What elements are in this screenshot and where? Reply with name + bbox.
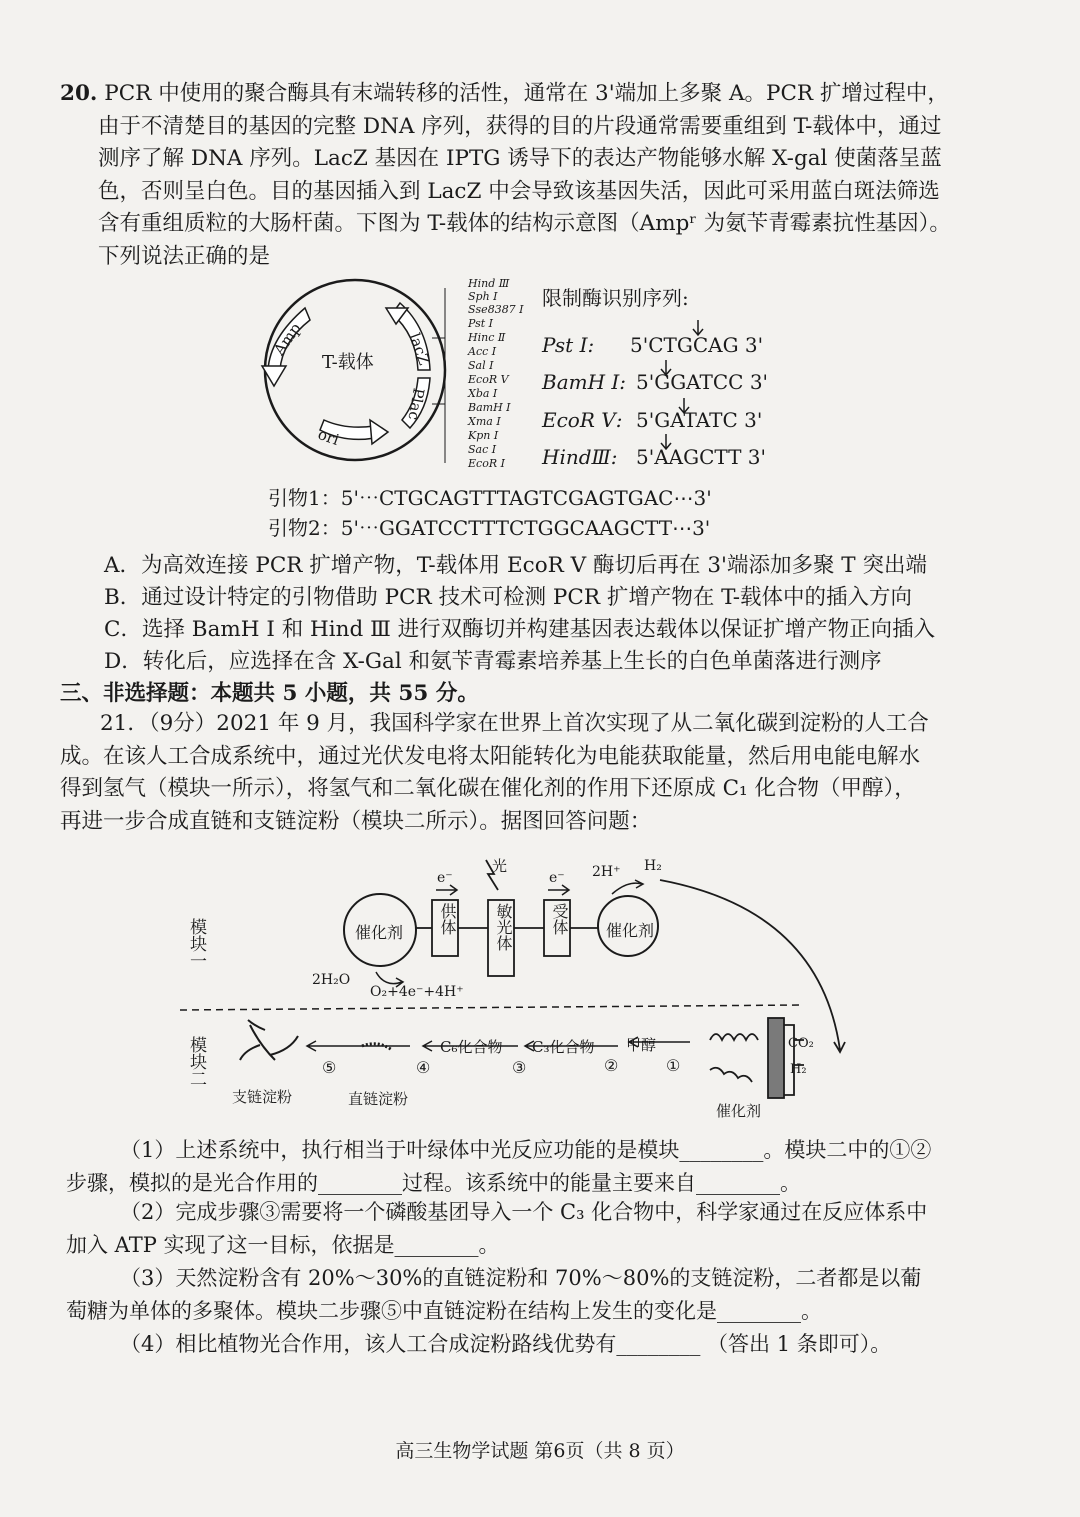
m2-straight-starch: 直链淀粉 xyxy=(348,1090,409,1108)
enzyme-seq-ecorv: 5'GATATC 3' xyxy=(636,408,763,432)
m2-c3: C₃化合物 xyxy=(532,1038,595,1056)
site-3: Sse8387 Ⅰ xyxy=(468,303,524,316)
module-1-label: 模块一 xyxy=(186,918,206,969)
q20-stem xyxy=(60,78,960,273)
m2-branched-starch: 支链淀粉 xyxy=(232,1088,293,1106)
m1-electron-1: e⁻ xyxy=(437,870,453,886)
site-11: Xma Ⅰ xyxy=(468,415,501,428)
q20-text: PCR 中使用的聚合酶具有末端转移的活性，通常在 3'端加上多聚 A。PCR 扩增过程中，由于不清楚目的基因的完整 DNA 序列，获得的目的片段通常需要重组到 T-载体中，通过测序了解 DNA 序列。LacZ 基因在 IPTG 诱导下的表达产物能够水解 X-gal 使菌落呈蓝色，否则呈白色。目的基因插入到 LacZ 中会导致该基因失活，因此可采用蓝白斑法筛选含有重组质粒的大肠杆菌。下图为 T-载体的结构示意图（Ampʳ 为氨苄青霉素抗性基因）。下列说法正确的是 xyxy=(98,81,951,269)
site-2: Sph Ⅰ xyxy=(468,290,498,303)
cut-site-arrows xyxy=(640,320,720,450)
enzyme-seq-hind: 5'AAGCTT 3' xyxy=(636,445,767,469)
branched-starch-icon xyxy=(240,1020,298,1060)
lacz-label: lacZ xyxy=(405,330,434,368)
site-6: Acc Ⅰ xyxy=(468,345,497,358)
site-12: Kpn Ⅰ xyxy=(468,429,499,442)
m2-step-2: ② xyxy=(604,1056,619,1075)
enzyme-seq-bamh: 5'GGATCC 3' xyxy=(636,370,769,394)
enzyme-title: 限制酶识别序列: xyxy=(542,286,689,310)
site-9: Xba Ⅰ xyxy=(468,387,498,400)
q21-sub-4: （4）相比植物光合作用，该人工合成淀粉路线优势有________ （答出 1 条即可）。 xyxy=(120,1332,892,1356)
q20-number: 20. xyxy=(60,81,98,106)
straight-starch-icon xyxy=(362,1044,392,1050)
q21-sub-1: （1）上述系统中，执行相当于叶绿体中光反应功能的是模块________。模块二中的①②步骤，模拟的是光合作用的________过程。该系统中的能量主要来自________。 xyxy=(66,1138,932,1195)
m2-step-5: ⑤ xyxy=(322,1058,337,1077)
m1-h-plus: 2H⁺ xyxy=(592,864,621,880)
m1-light: 光 xyxy=(492,857,508,875)
site-1: Hind Ⅲ xyxy=(468,277,510,290)
m2-step-4: ④ xyxy=(416,1058,431,1077)
catalyst-reactor-icon xyxy=(710,1018,804,1098)
m1-products: O₂+4e⁻+4H⁺ xyxy=(370,984,464,1000)
site-14: EcoR Ⅰ xyxy=(468,457,505,470)
m2-co2: CO₂ xyxy=(788,1036,814,1051)
cut-arrow-pst xyxy=(693,320,703,335)
cut-arrow-bamh xyxy=(661,360,671,375)
site-4: Pst Ⅰ xyxy=(468,317,494,330)
m1-h2: H₂ xyxy=(644,858,662,874)
m2-step-1: ① xyxy=(666,1056,681,1075)
enzyme-seq-pst: 5'CTGCAG 3' xyxy=(630,333,764,357)
site-7: Sal Ⅰ xyxy=(468,359,494,372)
primer-2: 引物2：5'⋯GGATCCTTTCTGGCAAGCTT⋯3' xyxy=(268,516,711,540)
q21-sub-3: （3）天然淀粉含有 20%～30%的直链淀粉和 70%～80%的支链淀粉，二者都是以葡萄糖为单体的多聚体。模块二步骤⑤中直链淀粉在结构上发生的变化是________。 xyxy=(66,1266,922,1323)
m2-h2: H₂ xyxy=(790,1062,807,1077)
page-footer: 高三生物学试题 第6页（共 8 页） xyxy=(395,1440,685,1462)
site-13: Sac Ⅰ xyxy=(468,443,497,456)
q21-sub-2: （2）完成步骤③需要将一个磷酸基团导入一个 C₃ 化合物中，科学家通过在反应体系中加入 ATP 实现了这一目标，依据是________。 xyxy=(66,1200,928,1257)
plac-label: Plac xyxy=(404,386,428,422)
site-8: EcoR Ⅴ xyxy=(468,373,509,386)
m1-electron-2: e⁻ xyxy=(549,870,565,886)
enzyme-name-hind: HindⅢ: xyxy=(542,445,618,469)
m1-catalyst-2: 催化剂 xyxy=(606,921,655,940)
electron-arrow-1 xyxy=(436,885,457,895)
enzyme-name-pst: Pst Ⅰ: xyxy=(542,333,595,357)
hydrogen-curved-arrow xyxy=(660,880,845,1052)
hplus-arrow xyxy=(612,880,643,894)
enzyme-name-ecorv: EcoR Ⅴ: xyxy=(542,408,623,432)
m1-donor: 供体 xyxy=(438,903,457,935)
m1-water: 2H₂O xyxy=(312,972,351,988)
m1-catalyst-1: 催化剂 xyxy=(355,923,404,942)
q21-intro: 21．（9分）2021 年 9 月，我国科学家在世界上首次实现了从二氧化碳到淀粉的人工合成。在该人工合成系统中，通过光伏发电将太阳能转化为电能获取能量，然后用电能电解水得到氢气（模块一所示），将氢气和二氧化碳在催化剂的作用下还原成 C₁ 化合物（甲醇），再进一步合成直链和支链淀粉（模块二所示）。据图回答问题： xyxy=(60,711,929,834)
ori-label: ori xyxy=(315,424,342,450)
m1-acceptor: 受体 xyxy=(550,903,569,935)
m2-catalyst: 催化剂 xyxy=(716,1102,762,1120)
m2-step-3: ③ xyxy=(512,1058,527,1077)
q20-option-c[interactable]: C．选择 BamH Ⅰ 和 Hind Ⅲ 进行双酶切并构建基因表达载体以保证扩增产物正向插入 xyxy=(104,617,936,642)
enzyme-name-bamh: BamH Ⅰ: xyxy=(542,370,627,394)
amp-label: Amp xyxy=(270,319,305,359)
q20-option-a[interactable]: A．为高效连接 PCR 扩增产物，T-载体用 EcoR Ⅴ 酶切后再在 3'端添加多聚 T 突出端 xyxy=(104,553,927,578)
section-3-heading: 三、非选择题：本题共 5 小题，共 55 分。 xyxy=(60,681,479,706)
site-5: Hinc Ⅱ xyxy=(468,331,506,344)
m1-sensitizer: 敏光体 xyxy=(494,903,513,951)
plasmid-name: T-载体 xyxy=(322,352,374,373)
m2-c6: C₆化合物 xyxy=(440,1038,503,1056)
electron-arrow-2 xyxy=(548,885,569,895)
module-2-label: 模块二 xyxy=(186,1036,206,1087)
q20-option-d[interactable]: D．转化后，应选择在含 X-Gal 和氨苄青霉素培养基上生长的白色单菌落进行测序 xyxy=(104,649,882,674)
primer-1: 引物1：5'⋯CTGCAGTTTAGTCGAGTGAC⋯3' xyxy=(268,486,712,510)
q20-option-b[interactable]: B．通过设计特定的引物借助 PCR 技术可检测 PCR 扩增产物在 T-载体中的插入方向 xyxy=(104,585,913,610)
module-divider xyxy=(180,1005,800,1010)
cut-arrow-hind xyxy=(661,434,671,449)
cut-arrow-ecorv xyxy=(679,398,689,413)
site-10: BamH Ⅰ xyxy=(468,401,511,414)
m2-methanol: 甲醇 xyxy=(626,1036,657,1054)
